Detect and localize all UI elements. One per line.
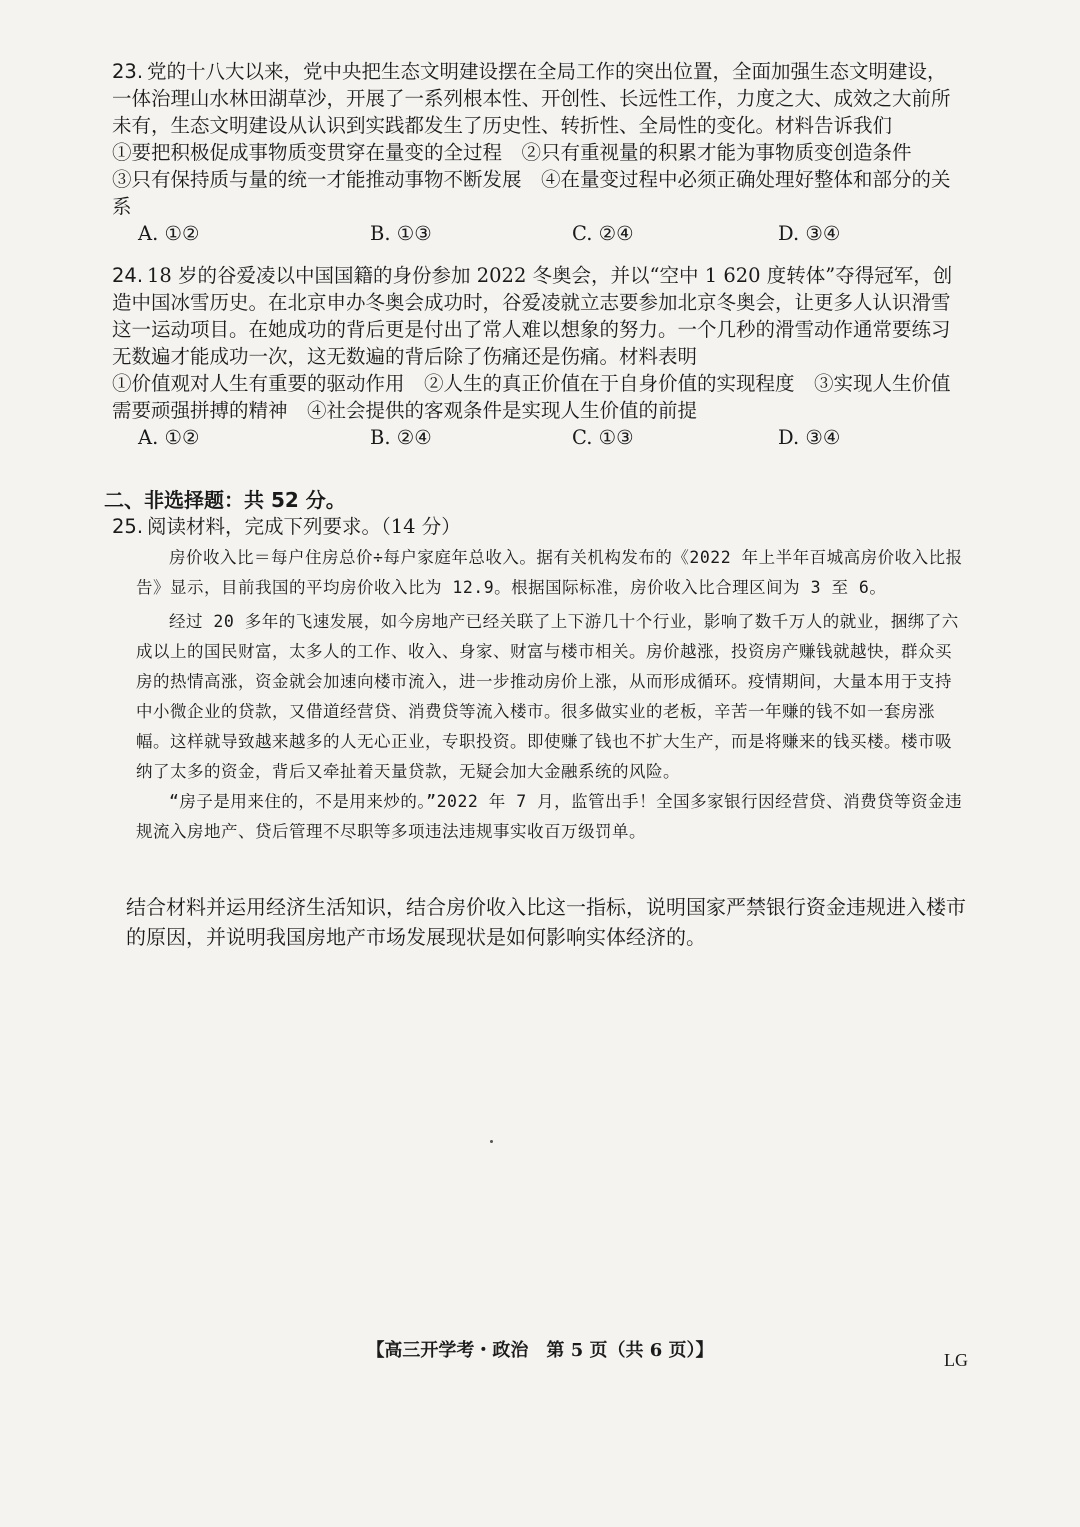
question-stem: 18 岁的谷爱凌以中国国籍的身份参加 2022 冬奥会，并以“空中 1 620 度转体”夺得冠军，创造中国冰雪历史。在北京申办冬奥会成功时，谷爱凌就立志要参加北京冬奥会，让更多人认识滑雪这一运动项目。在她成功的背后更是付出了常人难以想象的努力。一个几秒的滑雪动作通常要练习无数遍才能成功一次，这无数遍的背后除了伤痛还是伤痛。材料表明 — [112, 264, 953, 368]
footer-code: LG — [944, 1350, 968, 1370]
question-statements: ①价值观对人生有重要的驱动作用 ②人生的真正价值在于自身价值的实现程度 ③实现人生价值需要顽强拼搏的精神 ④社会提供的客观条件是实现人生价值的前提 — [112, 372, 951, 422]
question-24 — [112, 262, 962, 452]
option-a: A. ①② — [138, 222, 200, 245]
material-paragraph-1: 房价收入比＝每户住房总价÷每户家庭年总收入。据有关机构发布的《2022 年上半年百城高房价收入比报告》显示，目前我国的平均房价收入比为 12.9。根据国际标准，房价收入比合理区间为 3 至 6。 — [136, 548, 963, 597]
scan-speck — [490, 1140, 493, 1143]
question-number: 25. — [112, 515, 144, 538]
answer-options — [138, 424, 962, 452]
question-statements-2: ③只有保持质与量的统一才能推动事物不断发展 ④在量变过程中必须正确处理好整体和部分的关系 — [112, 168, 951, 218]
material-paragraph-2: 经过 20 多年的飞速发展，如今房地产已经关联了上下游几十个行业，影响了数千万人的就业，捆绑了六成以上的国民财富，太多人的工作、收入、身家、财富与楼市相关。房价越涨，投资房产赚钱就越快，群众买房的热情高涨，资金就会加速向楼市流入，进一步推动房价上涨，从而形成循环。疫情期间，大量本用于支持中小微企业的贷款，又借道经营贷、消费贷等流入楼市。很多做实业的老板，辛苦一年赚的钱不如一套房涨幅。这样就导致越来越多的人无心正业，专职投资。即使赚了钱也不扩大生产，而是将赚来的钱买楼。楼市吸纳了太多的资金，背后又牵扯着天量贷款，无疑会加大金融系统的风险。 — [136, 612, 959, 781]
option-b: B. ①③ — [370, 222, 432, 245]
page-footer: 【高三开学考・政治 第 5 页（共 6 页）】 — [366, 1340, 714, 1361]
question-number: 24. — [112, 264, 144, 287]
question-23 — [112, 58, 962, 248]
question-stem: 党的十八大以来，党中央把生态文明建设摆在全局工作的突出位置，全面加强生态文明建设，一体治理山水林田湖草沙，开展了一系列根本性、开创性、长远性工作，力度之大、成效之大前所未有，生态文明建设从认识到实践都发生了历史性、转折性、全局性的变化。材料告诉我们 — [112, 60, 951, 137]
option-d: D. ③④ — [778, 222, 841, 245]
option-c: C. ②④ — [572, 222, 634, 245]
material-block — [136, 543, 968, 847]
answer-options — [138, 220, 962, 248]
question-title: 阅读材料，完成下列要求。（14 分） — [147, 515, 461, 538]
material-paragraph-3: “房子是用来住的，不是用来炒的。”2022 年 7 月，监管出手！全国多家银行因经营贷、消费贷等资金违规流入房地产、贷后管理不尽职等多项违法违规事实收百万级罚单。 — [136, 792, 963, 841]
question-statements-1: ①要把积极促成事物质变贯穿在量变的全过程 ②只有重视量的积累才能为事物质变创造条件 — [112, 141, 912, 164]
question-requirement: 结合材料并运用经济生活知识，结合房价收入比这一指标，说明国家严禁银行资金违规进入楼市的原因，并说明我国房地产市场发展现状是如何影响实体经济的。 — [126, 895, 966, 949]
section-heading: 二、非选择题：共 52 分。 — [104, 488, 346, 512]
option-a: A. ①② — [138, 426, 200, 449]
option-d: D. ③④ — [778, 426, 841, 449]
option-c: C. ①③ — [572, 426, 634, 449]
option-b: B. ②④ — [370, 426, 432, 449]
question-number: 23. — [112, 60, 144, 83]
question-25-title — [112, 513, 972, 541]
